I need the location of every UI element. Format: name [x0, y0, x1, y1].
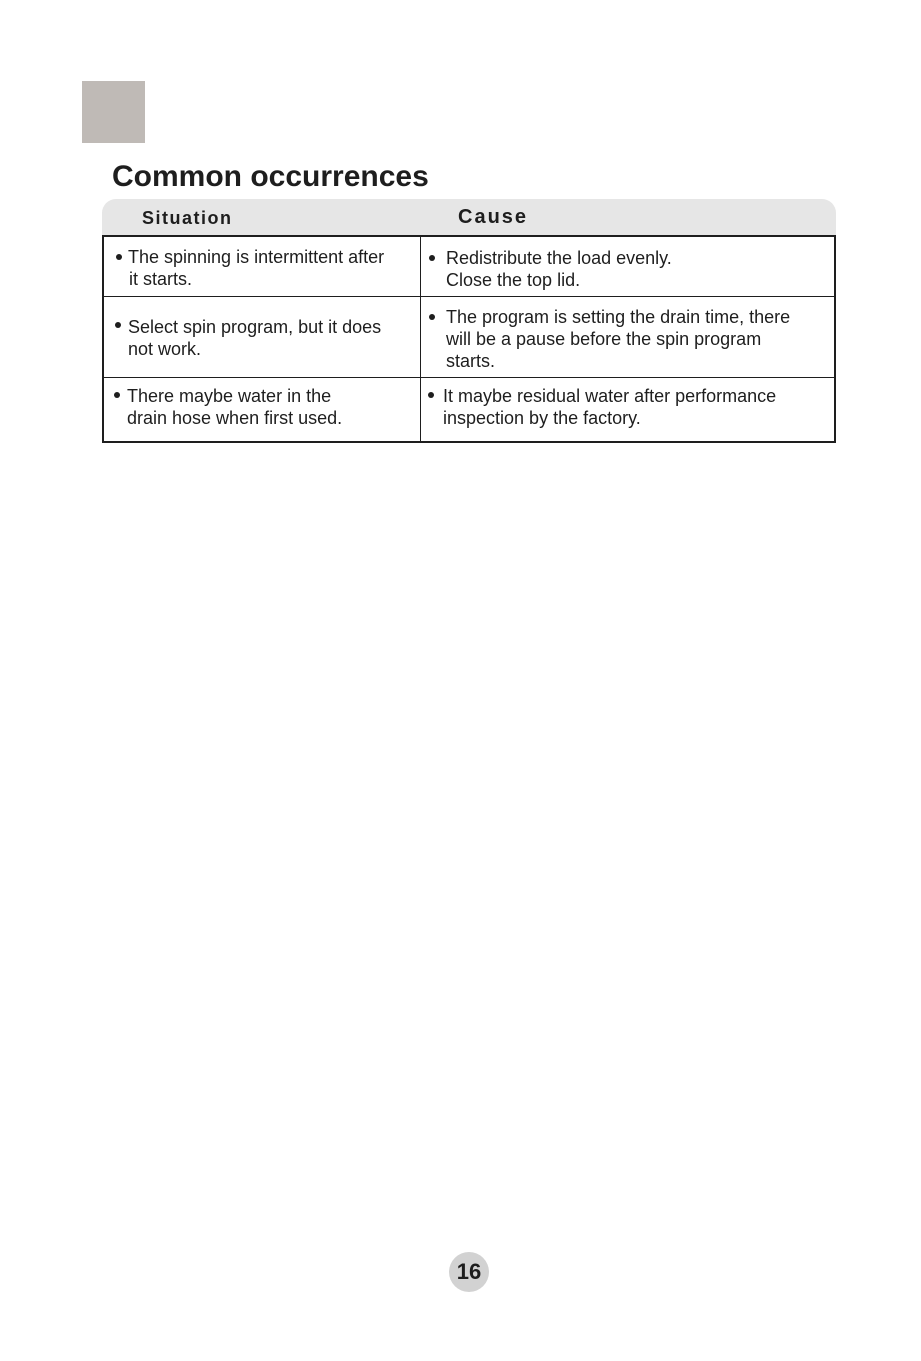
row-divider — [104, 296, 834, 297]
table-header — [102, 199, 836, 237]
cause-cell — [446, 247, 672, 291]
row-divider — [104, 377, 834, 378]
situation-line: not work. — [128, 339, 202, 359]
situation-line: it starts. — [129, 269, 193, 289]
situation-line: drain hose when first used. — [127, 408, 343, 428]
bullet-icon — [429, 255, 435, 261]
bullet-icon — [116, 254, 122, 260]
page-number-badge: 16 — [449, 1252, 489, 1292]
cause-line: Redistribute the load evenly. — [446, 248, 672, 268]
situation-cell — [128, 246, 384, 290]
cause-cell — [446, 306, 790, 372]
situation-cell — [128, 316, 381, 360]
situation-line: The spinning is intermittent after — [128, 247, 385, 267]
occurrences-table — [102, 235, 836, 443]
bullet-icon — [115, 322, 121, 328]
bullet-icon — [429, 314, 435, 320]
cause-cell — [443, 385, 776, 429]
situation-cell — [127, 385, 342, 429]
cause-line: The program is setting the drain time, there — [446, 307, 791, 327]
cause-line: inspection by the factory. — [443, 408, 641, 428]
column-header-situation: Situation — [142, 208, 233, 228]
bullet-icon — [428, 392, 434, 398]
situation-line: Select spin program, but it does — [128, 317, 382, 337]
column-header-cause: Cause — [458, 206, 529, 228]
cause-line: starts. — [446, 351, 496, 371]
cause-line: will be a pause before the spin program — [446, 329, 762, 349]
cause-line: Close the top lid. — [446, 270, 581, 290]
bullet-icon — [114, 392, 120, 398]
cause-line: It maybe residual water after performance — [443, 386, 777, 406]
section-marker-block — [82, 81, 145, 143]
column-divider — [420, 237, 421, 441]
section-title: Common occurrences — [112, 160, 429, 193]
situation-line: There maybe water in the — [127, 386, 332, 406]
